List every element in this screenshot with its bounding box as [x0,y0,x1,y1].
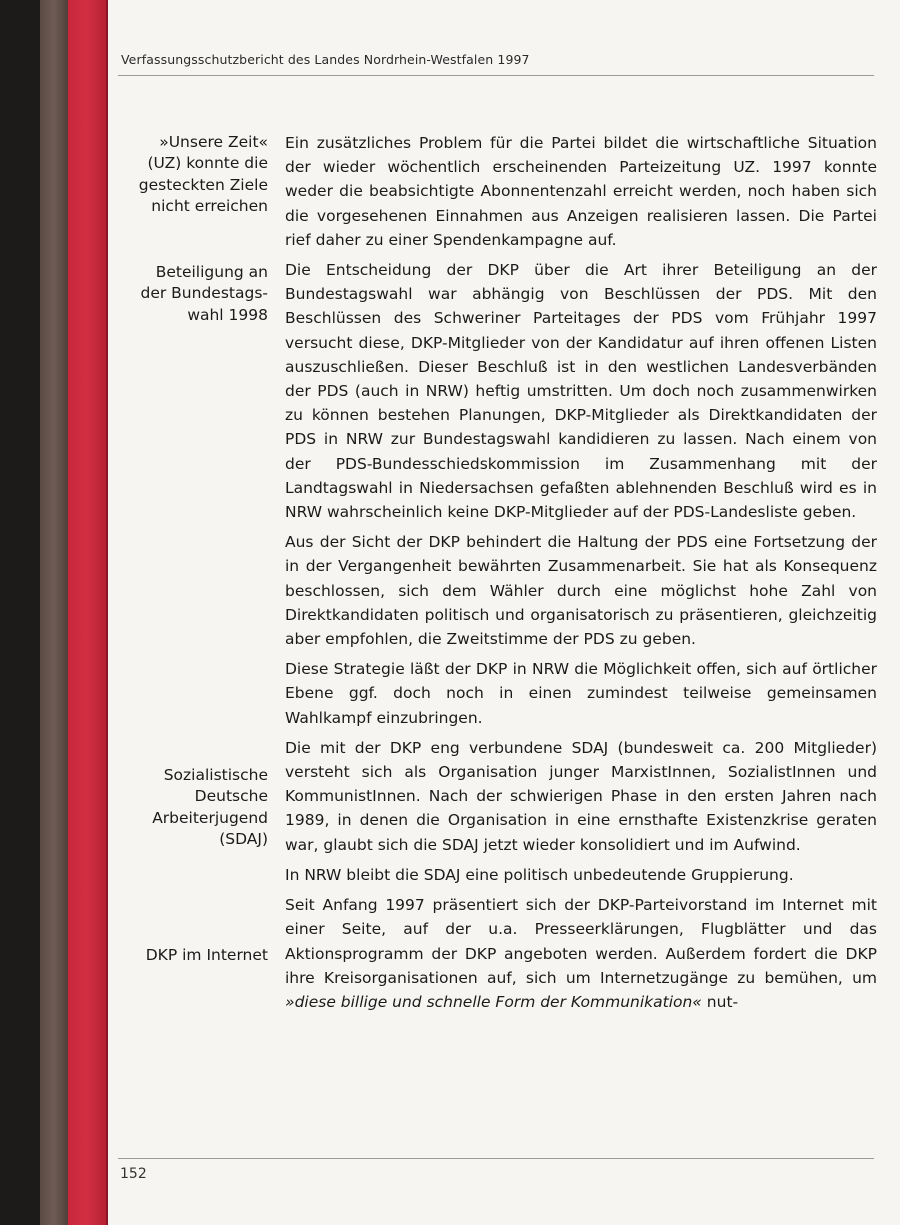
margin-note-sdaj [118,765,268,850]
running-header: Verfassungsschutzbericht des Landes Nordrhein-Westfalen 1997 [121,52,530,67]
paragraph-bundestagswahl: Die Entscheidung der DKP über die Art ihrer Beteiligung an der Bundestagswahl war abhängig von Beschlüssen der PDS. Mit den Beschlüssen des Schweriner Parteitages der PDS vom Frühjahr 1997 versucht diese, DKP-Mitglieder von der Kandidatur auf ihren offenen Listen auszuschließen. Dieser Beschluß ist in den westlichen Landesverbänden der PDS (auch in NRW) heftig umstritten. Um doch noch zusammenwirken zu können bestehen Planungen, DKP-Mitglieder als Direktkandidaten der PDS in NRW zur Bundestagswahl kandidieren zu lassen. Nach einem von der PDS-Bundesschiedskommission im Zusammenhang mit der Landtagswahl in Niedersachsen gefaßten ablehnenden Beschluß wird es in NRW wahrscheinlich keine DKP-Mitglieder auf der PDS-Landesliste geben. [285,261,877,522]
binding-strip-red [68,0,108,1225]
paragraph-sdaj-nrw: In NRW bleibt die SDAJ eine politisch unbedeutende Gruppierung. [285,865,794,884]
binding-strip-brown [40,0,68,1225]
paragraph-strategie: Diese Strategie läßt der DKP in NRW die Möglichkeit offen, sich auf örtlicher Ebene ggf. doch noch in einen zumindest teilweise gemeinsamen Wahlkampf einzubringen. [285,660,877,727]
margin-note-line: nicht erreichen [151,196,268,215]
header-rule [118,75,874,76]
margin-note-line: wahl 1998 [187,305,268,324]
margin-note-line: gesteckten Ziele [138,175,268,194]
binding-strip-edge [106,0,108,1225]
margin-note-line: Arbeiterjugend [152,808,268,827]
paragraph-internet-quote: »diese billige und schnelle Form der Kommunikation« [285,992,702,1011]
paragraph-uz: Ein zusätzliches Problem für die Partei bildet die wirtschaftliche Situation der wieder wöchentlich erscheinenden Parteizeitung UZ. 1997 konnte weder die beabsichtigte Abonnentenzahl erreicht werden, noch haben sich die vorgesehenen Einnahmen aus Anzeigen realisieren lassen. Die Partei rief daher zu einer Spendenkampagne auf. [285,134,877,249]
paragraph-internet-text: Seit Anfang 1997 präsentiert sich der DKP-Parteivorstand im Internet mit einer Seite, auf der u.a. Presseerklärungen, Flugblätter und das Aktionsprogramm der DKP angeboten werden. Außerdem fordert die DKP ihre Kreisorganisationen auf, sich um Internetzugänge zu bemühen, um [285,896,877,987]
book-binding [0,0,108,1225]
margin-note-line: (SDAJ) [219,829,268,848]
margin-note-line: Sozialistische [163,766,268,784]
margin-note-internet [118,945,268,966]
footer-rule [118,1158,874,1159]
margin-note-bundestagswahl [118,262,268,326]
margin-note-line: Beteiligung an [155,263,268,281]
margin-note-uz [118,132,268,217]
paragraph-internet-tail: nut- [701,992,739,1011]
margin-note-line: Deutsche [194,787,268,806]
binding-strip-black [0,0,40,1225]
margin-note-line: (UZ) konnte die [147,154,268,173]
page-number: 152 [120,1166,147,1182]
paragraph-sdaj: Die mit der DKP eng verbundene SDAJ (bundesweit ca. 200 Mitglieder) versteht sich als Organisation junger MarxistInnen, SozialistInnen und KommunistInnen. Nach der schwierigen Phase in den ersten Jahren nach 1989, in denen die Organisation in eine ernsthafte Existenzkrise geraten war, glaubt sich die SDAJ jetzt wieder konsolidiert und im Aufwind. [285,738,877,854]
margin-note-line: »Unsere Zeit« [159,133,268,151]
margin-note-line: DKP im Internet [145,946,268,964]
paragraph-internet [285,893,877,1014]
margin-note-line: der Bundestags- [140,284,268,303]
body-text [285,131,877,1020]
paragraph-dkp-sicht: Aus der Sicht der DKP behindert die Haltung der PDS eine Fortsetzung der in der Vergangenheit bewährten Zusammenarbeit. Sie hat als Konsequenz beschlossen, sich dem Wähler durch eine möglichst hohe Zahl von Direktkandidaten politisch und organisatorisch zu präsentieren, gleichzeitig aber empfohlen, die Zweitstimme der PDS zu geben. [285,533,877,649]
